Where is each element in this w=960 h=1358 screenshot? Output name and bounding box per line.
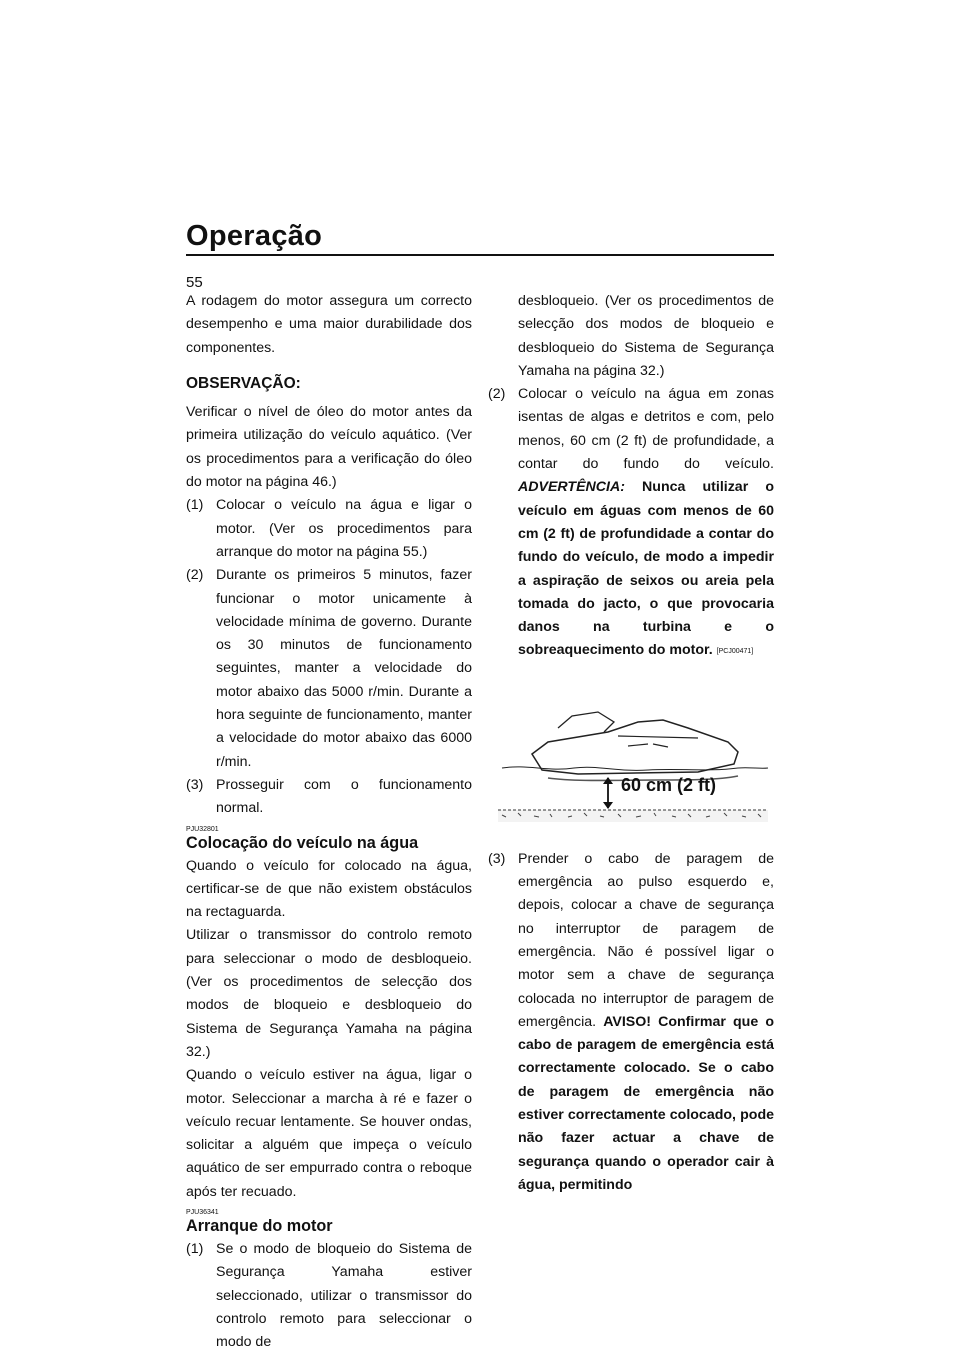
- item-text: desbloqueio. (Ver os procedimentos de selecção dos modos de bloqueio e desbloqueio do Sistema de Segurança Yamaha na página 32.): [518, 293, 774, 379]
- section-code: PJU32801: [186, 825, 219, 833]
- item-number: (2): [186, 567, 204, 584]
- warning-label: ADVERTÊNCIA:: [518, 479, 625, 496]
- right-column: [488, 290, 774, 1197]
- list-item: [488, 848, 774, 1197]
- intro-paragraph: A rodagem do motor assegura um correcto desempenho e uma maior durabilidade dos componentes.: [186, 293, 472, 356]
- notice-text: AVISO! Confirmar que o cabo de paragem de emergência está correctamente colocado. Se o cabo de paragem de emergência não estiver correctamente colocado, pode não fazer actuar a chave de segurança quando o operador cair à água, permitindo: [518, 1013, 774, 1193]
- note-text: Verificar o nível de óleo do motor antes da primeira utilização do veículo aquático. (Ver os procedimentos para a verificação do óleo do motor na página 46.): [186, 404, 472, 491]
- item-number: (2): [488, 386, 506, 403]
- page-number: 55: [186, 274, 203, 291]
- item-text: [518, 383, 774, 664]
- section-heading: Colocação do veículo na água: [186, 833, 419, 852]
- item-text: Colocar o veículo na água e ligar o motor. (Ver os procedimentos para arranque do motor na página 55.): [216, 497, 472, 560]
- page-title: Operação: [186, 220, 323, 252]
- step-text: Colocar o veículo na água em zonas isentas de algas e detritos e com, pelo menos, 60 cm (2 ft) de profundidade, a contar do fundo do veículo.: [518, 386, 774, 473]
- title-rule: [186, 254, 774, 256]
- item-text: [518, 848, 774, 1197]
- arrow-head-down-icon: [603, 802, 613, 809]
- body-paragraph: Quando o veículo for colocado na água, certificar-se de que não existem obstáculos na rectaguarda.: [186, 857, 472, 921]
- item-number-blank: [488, 290, 518, 383]
- item-text: Durante os primeiros 5 minutos, fazer funcionar o motor unicamente à velocidade mínima de governo. Durante os 30 minutos de funcionamento seguintes, manter a velocidade do motor abaixo das 5000 r/min. Durante a hora seguinte de funcionamento, manter a velocidade do motor abaixo das 6000 r/min.: [216, 567, 472, 770]
- body-paragraph: Utilizar o transmissor do controlo remoto para seleccionar o modo de desbloqueio. (Ver os procedimentos de selecção dos modos de bloqueio e desbloqueio do Sistema de Segurança Yamaha na página 32.): [186, 927, 472, 1060]
- list-item: [186, 1238, 472, 1354]
- section-code: PJU36341: [186, 1208, 219, 1216]
- item-number: (1): [186, 1240, 204, 1257]
- watercraft-illustration: [488, 692, 774, 822]
- note-heading: OBSERVAÇÃO:: [186, 374, 301, 392]
- item-number: (3): [186, 776, 204, 793]
- section-heading: Arranque do motor: [186, 1216, 333, 1235]
- item-number: (1): [186, 497, 204, 514]
- list-item: [488, 383, 774, 664]
- depth-label: 60 cm (2 ft): [621, 774, 717, 795]
- item-text: Prosseguir com o funcionamento normal.: [216, 776, 472, 817]
- watercraft-seat: [558, 712, 614, 732]
- warning-text: Nunca utilizar o veículo em águas com menos de 60 cm (2 ft) de profundidade a contar do fundo do veículo, de modo a impedir a aspiração de seixos ou areia pela tomada do jacto, o que provocaria danos na turbina e o sobreaquecimento do motor.: [518, 479, 774, 659]
- list-item: [186, 564, 472, 774]
- list-item: [186, 494, 472, 564]
- list-item: [186, 774, 472, 821]
- list-item: [488, 290, 774, 383]
- watercraft-depth-figure: [488, 692, 774, 822]
- item-text: Se o modo de bloqueio do Sistema de Segurança Yamaha estiver seleccionado, utilizar o transmissor do controlo remoto para seleccionar o modo de: [216, 1240, 472, 1351]
- warning-code: [PCJ00471]: [716, 648, 754, 656]
- left-column: [186, 290, 472, 1354]
- item-number: (3): [488, 850, 506, 867]
- body-paragraph: Quando o veículo estiver na água, ligar o motor. Seleccionar a marcha à ré e fazer o veículo recuar lentamente. Se houver ondas, solicitar a alguém que impeça o veículo aquático de ser empurrado contra o reboque após ter recuado.: [186, 1067, 472, 1200]
- step-text: Prender o cabo de paragem de emergência ao pulso esquerdo e, depois, colocar a chave de segurança no interruptor de paragem de emergência. Não é possível ligar o motor sem a chave de segurança colocada no interruptor de paragem de emergência.: [518, 850, 774, 1030]
- river-bed: [498, 810, 768, 822]
